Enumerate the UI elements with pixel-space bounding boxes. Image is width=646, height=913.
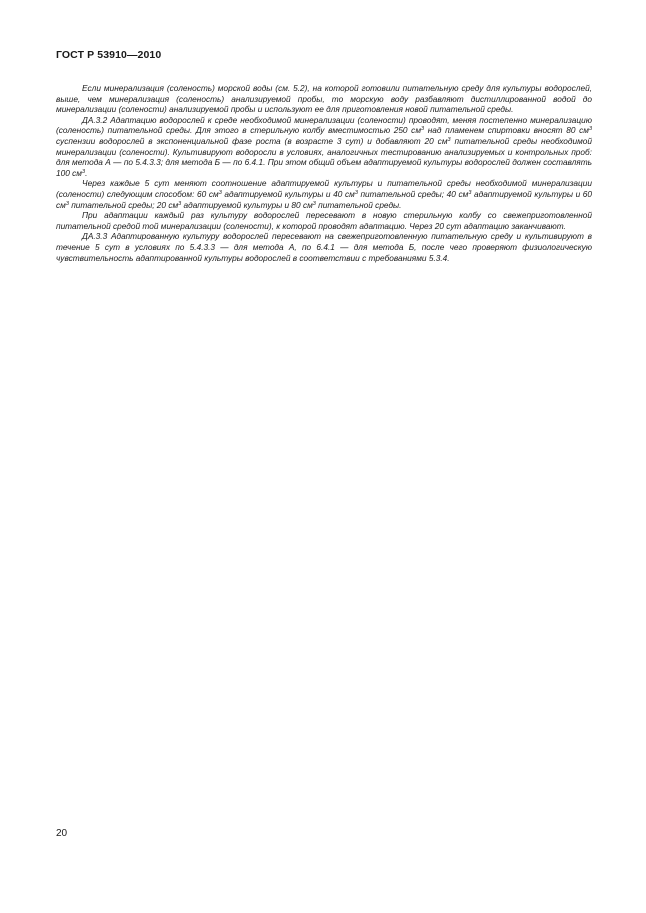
superscript-exponent: 3 — [588, 126, 592, 133]
paragraph-text: Если минерализация (соленость) морской воды (см. 5.2), на которой готовили питательную среду для культуры водорослей, выше, чем минерализация (соленость) анализируемой пробы, то морскую воду разбавляют дистиллированной водой до минерализации (солености) анализируемой пробы и используют ее для приготовления новой питательной среды. — [56, 83, 592, 115]
body-paragraph — [56, 115, 592, 179]
superscript-exponent: 3 — [312, 200, 316, 207]
paragraph-text: питательной среды необходимой минерализации (солености). Культивируют водоросли в условиях, аналогичных тестированию анализируемых и контрольных проб: для метода А — по 5.4.3.3; для метода Б — по 6.4.1. При этом общий объем адаптируемой культуры водорослей должен составлять 100 см — [56, 135, 592, 178]
paragraph-text: адаптируемой культуры и 60 см — [56, 188, 593, 210]
paragraph-text: Через каждые 5 сут меняют соотношение адаптируемой культуры и питательной среды необходимой минерализации (солености) следующим способом: 60 см — [56, 178, 592, 199]
body-paragraph — [56, 231, 592, 263]
page-number: 20 — [56, 828, 68, 839]
paragraph-text: питательной среды; 40 см — [357, 188, 469, 199]
paragraph-text: адаптируемой культуры и 40 см — [221, 188, 355, 199]
superscript-exponent: 3 — [447, 136, 451, 143]
body-paragraph — [56, 83, 592, 115]
paragraph-text: питательной среды. — [315, 199, 402, 210]
paragraph-text: питательной среды; 20 см — [68, 199, 179, 210]
paragraph-text: . — [85, 167, 88, 178]
superscript-exponent: 3 — [468, 189, 472, 196]
superscript-exponent: 3 — [421, 126, 425, 133]
paragraph-text: над пламенем спиртовки вносят 80 см — [424, 125, 589, 136]
paragraph-text: ДА.3.2 Адаптацию водорослей к среде необходимой минерализации (солености) проводят, меняя постепенно минерализацию (соленость) питательной среды. Для этого в стерильную колбу вместимостью 250 см — [56, 114, 592, 136]
paragraph-text: адаптируемой культуры и 80 см — [181, 199, 313, 210]
body-paragraph — [56, 210, 592, 231]
paragraph-text: При адаптации каждый раз культуру водорослей пересевают в новую стерильную колбу со свежеприготовленной питательной средой той минерализации (солености), к которой проводят адаптацию. Через 20 сут адаптацию заканчивают. — [56, 210, 592, 231]
paragraph-text: суспензии водорослей в экспоненциальной фазе роста (в возрасте 3 сут) и добавляют 20 см — [56, 135, 448, 146]
superscript-exponent: 3 — [354, 189, 358, 196]
document-body — [56, 83, 592, 263]
superscript-exponent: 3 — [65, 200, 69, 207]
paragraph-text: ДА.3.3 Адаптированную культуру водорослей пересевают на свежеприготовленную питательную среду и культивируют в течение 5 сут в условиях по 5.4.3.3 — для метода А, по 6.4.1 — для метода Б, после чего проверяют физиологическую чувствительность адаптированной культуры водорослей в соответствии с требованиями 5.3.4. — [56, 231, 592, 263]
superscript-exponent: 3 — [218, 189, 222, 196]
superscript-exponent: 3 — [178, 200, 182, 207]
page-header-standard-code: ГОСТ Р 53910—2010 — [56, 49, 162, 61]
superscript-exponent: 3 — [82, 168, 86, 175]
body-paragraph — [56, 178, 592, 210]
